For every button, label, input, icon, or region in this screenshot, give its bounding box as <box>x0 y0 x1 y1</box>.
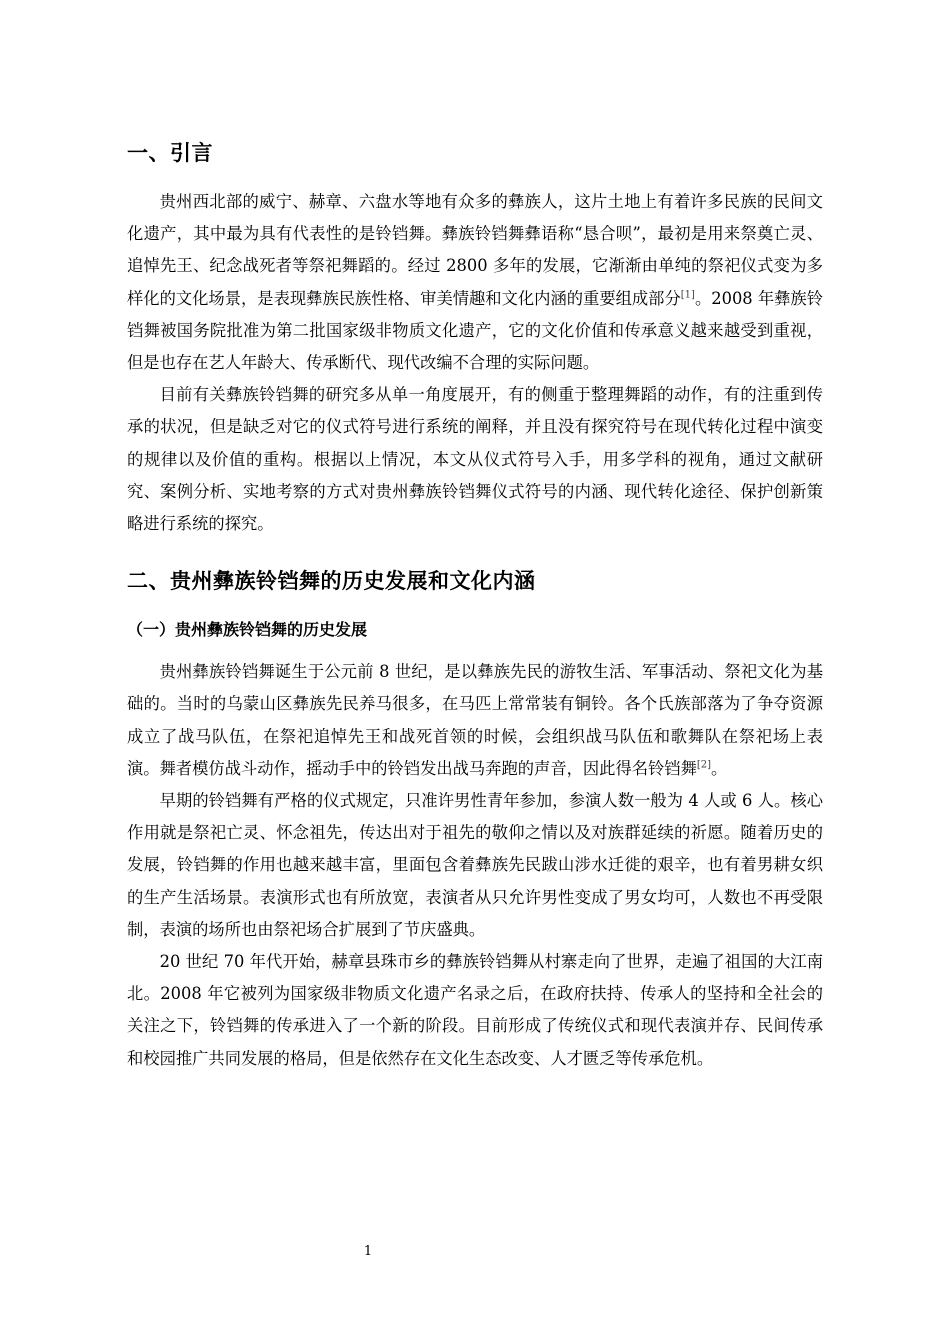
section-heading-introduction: 一、引言 <box>127 141 213 165</box>
paragraph <box>127 785 823 946</box>
paragraph-text: 。2008 年彝族铃铛舞被国务院批准为第二批国家级非物质文化遗产，它的文化价值和传承意义越来越受到重视，但是也存在艺人年龄大、传承断代、现代改编不合理的实际问题。 <box>127 288 823 373</box>
page-body <box>127 138 823 1075</box>
subsection-heading-history: （一）贵州彝族铃铛舞的历史发展 <box>127 620 368 640</box>
page-number: 1 <box>363 1244 373 1259</box>
paragraph-text: 贵州西北部的威宁、赫章、六盘水等地有众多的彝族人，这片土地上有着许多民族的民间文化遗产，其中最为具有代表性的是铃铛舞。彝族铃铛舞彝语称“恳合呗”，最初是用来祭奠亡灵、追悼先王、纪念战死者等祭祀舞蹈的。经过 2800 多年的发展，它渐渐由单纯的祭祀仪式变为多样化的文化场景，是表现彝族民族性格、审美情趣和文化内涵的重要组成部分 <box>127 192 823 308</box>
paragraph <box>127 379 823 540</box>
paragraph-text: 早期的铃铛舞有严格的仪式规定，只准许男性青年参加，参演人数一般为 4 人或 6 人。核心作用就是祭祀亡灵、怀念祖先，传达出对于祖先的敬仰之情以及对族群延续的祈愿。随着历史的发展，铃铛舞的作用也越来越丰富，里面包含着彝族先民跋山涉水迁徙的艰辛，也有着男耕女织的生产生活场景。表演形式也有所放宽，表演者从只允许男性变成了男女均可，人数也不再受限制，表演的场所也由祭祀场合扩展到了节庆盛典。 <box>127 791 823 939</box>
paragraph <box>127 656 823 785</box>
paragraph-text: 贵州彝族铃铛舞诞生于公元前 8 世纪，是以彝族先民的游牧生活、军事活动、祭祀文化为基础的。当时的乌蒙山区彝族先民养马很多，在马匹上常常装有铜铃。各个氏族部落为了争夺资源成立了战马队伍，在祭祀追悼先王和战死首领的时候，会组织战马队伍和歌舞队在祭祀场上表演。舞者模仿战斗动作，摇动手中的铃铛发出战马奔跑的声音，因此得名铃铛舞 <box>127 662 823 778</box>
paragraph <box>127 186 823 379</box>
section-heading-history-culture: 二、贵州彝族铃铛舞的历史发展和文化内涵 <box>127 569 536 594</box>
paragraph-text: 目前有关彝族铃铛舞的研究多从单一角度展开，有的侧重于整理舞蹈的动作，有的注重到传承的状况，但是缺乏对它的仪式符号进行系统的阐释，并且没有探究符号在现代转化过程中演变的规律以及价值的重构。根据以上情况，本文从仪式符号入手，用多学科的视角，通过文献研究、案例分析、实地考察的方式对贵州彝族铃铛舞仪式符号的内涵、现代转化途径、保护创新策略进行系统的探究。 <box>127 385 823 534</box>
citation-marker: [1] <box>680 289 695 301</box>
paragraph <box>127 946 823 1075</box>
paragraph-text: 。 <box>711 758 728 778</box>
citation-marker: [2] <box>696 759 712 771</box>
paragraph-text: 20 世纪 70 年代开始，赫章县珠市乡的彝族铃铛舞从村寨走向了世界，走遍了祖国的大江南北。2008 年它被列为国家级非物质文化遗产名录之后，在政府扶持、传承人的坚持和全社会的关注之下，铃铛舞的传承进入了一个新的阶段。目前形成了传统仪式和现代表演并存、民间传承和校园推广共同发展的格局，但是依然存在文化生态改变、人才匮乏等传承危机。 <box>127 952 823 1068</box>
